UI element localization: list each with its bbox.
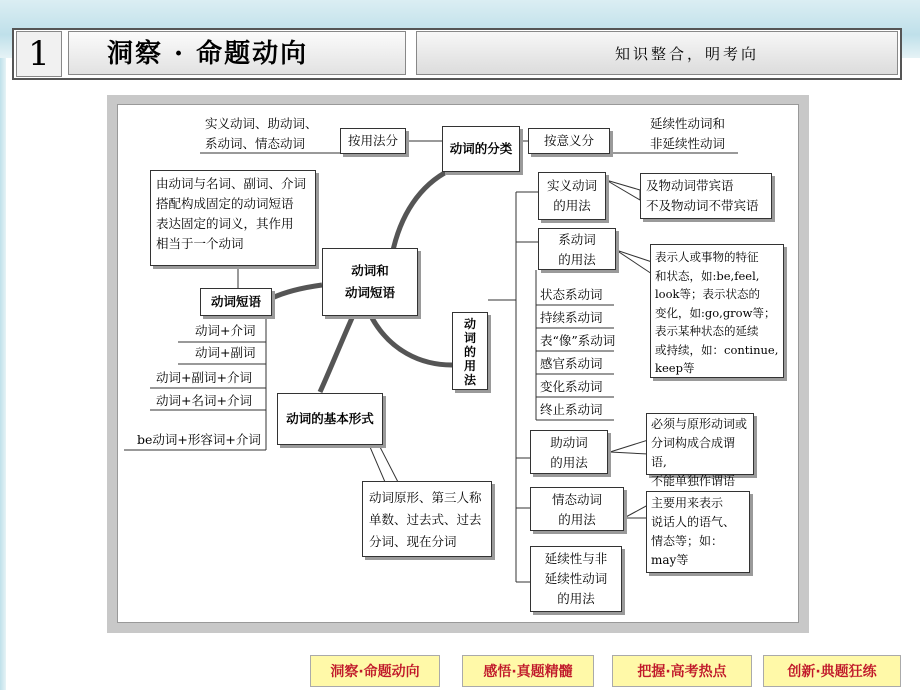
notional-callout-pointer [606, 180, 640, 200]
phrase-pattern-3: 动词+副词+介词 [156, 370, 252, 385]
linking-type-6: 终止系动词 [540, 402, 603, 417]
branch-to-phrases [272, 285, 322, 298]
auxiliary-verb-note: 必须与原形动词或 分词构成合成谓语, 不能单独作谓语 [646, 413, 754, 475]
phrase-pattern-1: 动词+介词 [195, 323, 256, 338]
center-node: 动词和 动词短语 [322, 248, 418, 316]
linking-type-3: 表“像”系动词 [540, 333, 616, 348]
phrase-pattern-5: be动词+形容词+介词 [137, 432, 261, 447]
nav-practice-button[interactable]: 创新·典题狂练 [763, 655, 901, 687]
forms-callout-pointer [370, 447, 398, 482]
branch-to-classification [392, 170, 450, 255]
phrases-description: 由动词与名词、副词、介词 搭配构成固定的动词短语 表达固定的词义，其作用 相当于一个动词 [150, 170, 316, 266]
phrase-pattern-2: 动词+副词 [195, 345, 256, 360]
linking-type-4: 感官系动词 [540, 356, 603, 371]
linking-type-1: 状态系动词 [540, 287, 603, 302]
notional-verb-node: 实义动词 的用法 [538, 172, 606, 220]
modal-verb-node: 情态动词 的用法 [530, 487, 624, 531]
nav-real-exam-button[interactable]: 感悟·真题精髓 [462, 655, 594, 687]
nav-insight-button[interactable]: 洞察·命题动向 [310, 655, 440, 687]
linking-type-2: 持续系动词 [540, 310, 603, 325]
branch-to-forms [320, 318, 352, 392]
by-usage-node: 按用法分 [340, 128, 406, 154]
basic-forms-node: 动词的基本形式 [277, 393, 383, 445]
phrases-node: 动词短语 [200, 288, 272, 316]
notional-verb-note: 及物动词带宾语 不及物动词不带宾语 [640, 173, 772, 219]
section-number: 1 [16, 31, 62, 77]
durative-verb-node: 延续性与非 延续性动词 的用法 [530, 546, 622, 612]
linking-callout-pointer [616, 250, 652, 274]
by-meaning-node: 按意义分 [528, 128, 610, 154]
usage-categories-text: 实义动词、助动词、 系动词、情态动词 [205, 116, 318, 151]
auxiliary-verb-node: 助动词 的用法 [530, 430, 608, 474]
modal-verb-note: 主要用来表示 说话人的语气、 情态等；如： may等 [646, 491, 750, 573]
modal-callout-pointer [624, 505, 648, 518]
phrase-pattern-4: 动词+名词+介词 [156, 393, 252, 408]
basic-forms-description: 动词原形、第三人称 单数、过去式、过去 分词、现在分词 [362, 481, 492, 557]
usage-node: 动 词 的 用 法 [452, 312, 488, 390]
classification-node: 动词的分类 [442, 126, 520, 172]
section-subtitle: 知识整合，明考向 [416, 31, 898, 75]
linking-verb-note: 表示人或事物的特征 和状态，如:be,feel, look等；表示状态的 变化，如:go,grow等； 表示某种状态的延续 或持续，如：continue, keep等 [650, 244, 784, 378]
linking-verb-node: 系动词 的用法 [538, 228, 616, 270]
branch-to-usage [372, 318, 452, 365]
nav-hotspot-button[interactable]: 把握·高考热点 [612, 655, 752, 687]
auxiliary-callout-pointer [610, 440, 648, 454]
section-title: 洞察 · 命题动向 [68, 31, 406, 75]
meaning-categories-text: 延续性动词和 非延续性动词 [650, 116, 726, 151]
linking-type-5: 变化系动词 [540, 379, 603, 394]
